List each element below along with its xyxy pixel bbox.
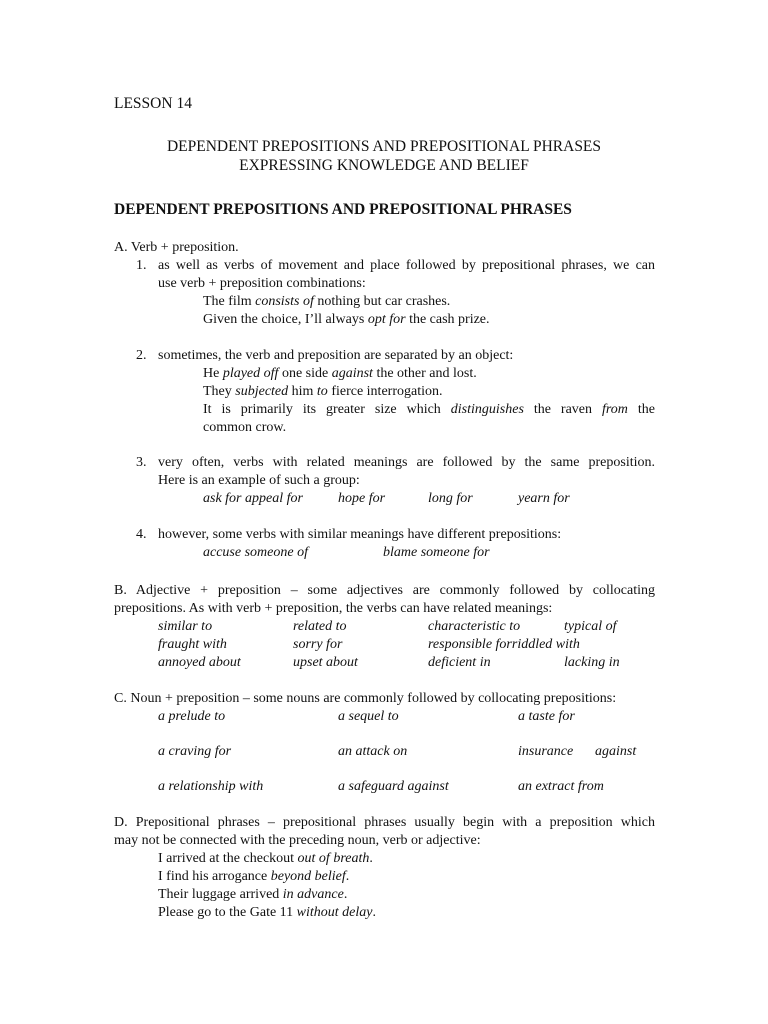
item-number: 1. xyxy=(136,258,147,273)
example-sentence-continued: common crow. xyxy=(203,420,287,435)
word-example: against xyxy=(595,744,637,759)
word-example: long for xyxy=(428,491,473,506)
item-1-line-2: use verb + preposition combinations: xyxy=(158,276,366,291)
section-b-line-1: B. Adjective + preposition – some adjectives are commonly followed by collocating xyxy=(114,583,655,598)
word-example: blame someone for xyxy=(383,545,490,560)
example-sentence: It is primarily its greater size which distinguishes the raven from the xyxy=(203,402,655,417)
item-2-line-1: sometimes, the verb and preposition are separated by an object: xyxy=(158,348,514,363)
word-example: sorry for xyxy=(293,637,343,652)
item-number: 2. xyxy=(136,348,147,363)
word-example: a taste for xyxy=(518,709,575,724)
word-example: similar to xyxy=(158,619,213,634)
word-example: a sequel to xyxy=(338,709,399,724)
word-example: a craving for xyxy=(158,744,232,759)
item-3-line-1: very often, verbs with related meanings are followed by the same preposition. xyxy=(158,455,655,470)
section-d-line-1: D. Prepositional phrases – prepositional phrases usually begin with a preposition which xyxy=(114,815,655,830)
example-sentence: The film consists of nothing but car crashes. xyxy=(203,294,451,309)
example-sentence: Their luggage arrived in advance. xyxy=(158,887,348,902)
word-example: lacking in xyxy=(564,655,620,670)
word-example: related to xyxy=(293,619,347,634)
section-a-heading: A. Verb + preposition. xyxy=(114,240,239,255)
item-1-line-1: as well as verbs of movement and place followed by prepositional phrases, we can xyxy=(158,258,655,273)
word-example: typical of xyxy=(564,619,617,634)
word-example: an extract from xyxy=(518,779,604,794)
item-number: 3. xyxy=(136,455,147,470)
word-example: a safeguard against xyxy=(338,779,449,794)
word-example: an attack on xyxy=(338,744,408,759)
word-example: a prelude to xyxy=(158,709,226,724)
word-example: responsible forriddled with xyxy=(428,637,580,652)
word-example: accuse someone of xyxy=(203,545,308,560)
word-example: upset about xyxy=(293,655,358,670)
section-heading: DEPENDENT PREPOSITIONS AND PREPOSITIONAL PHRASES xyxy=(114,201,572,218)
word-example: fraught with xyxy=(158,637,227,652)
section-c-line-1: C. Noun + preposition – some nouns are commonly followed by collocating prepositions: xyxy=(114,691,617,706)
word-example: insurance xyxy=(518,744,574,759)
word-example: a relationship with xyxy=(158,779,264,794)
item-4-line-1: however, some verbs with similar meanings have different prepositions: xyxy=(158,527,562,542)
word-example: deficient in xyxy=(428,655,491,670)
word-example: annoyed about xyxy=(158,655,241,670)
word-example: yearn for xyxy=(518,491,570,506)
word-example: ask for appeal for xyxy=(203,491,303,506)
example-sentence: They subjected him to fierce interrogation. xyxy=(203,384,443,399)
word-example: hope for xyxy=(338,491,386,506)
item-number: 4. xyxy=(136,527,147,542)
title-line-2: EXPRESSING KNOWLEDGE AND BELIEF xyxy=(239,157,529,174)
title-line-1: DEPENDENT PREPOSITIONS AND PREPOSITIONAL PHRASES xyxy=(166,138,602,155)
word-example: characteristic to xyxy=(428,619,521,634)
example-sentence: I find his arrogance beyond belief. xyxy=(158,869,350,884)
example-sentence: Given the choice, I’ll always opt for the cash prize. xyxy=(203,312,490,327)
item-3-line-2: Here is an example of such a group: xyxy=(158,473,360,488)
example-sentence: Please go to the Gate 11 without delay. xyxy=(158,905,376,920)
example-sentence: He played off one side against the other and lost. xyxy=(203,366,477,381)
lesson-number: LESSON 14 xyxy=(114,95,192,112)
section-d-line-2: may not be connected with the preceding noun, verb or adjective: xyxy=(114,833,481,848)
example-sentence: I arrived at the checkout out of breath. xyxy=(158,851,373,866)
section-b-line-2: prepositions. As with verb + preposition, the verbs can have related meanings: xyxy=(114,601,553,616)
